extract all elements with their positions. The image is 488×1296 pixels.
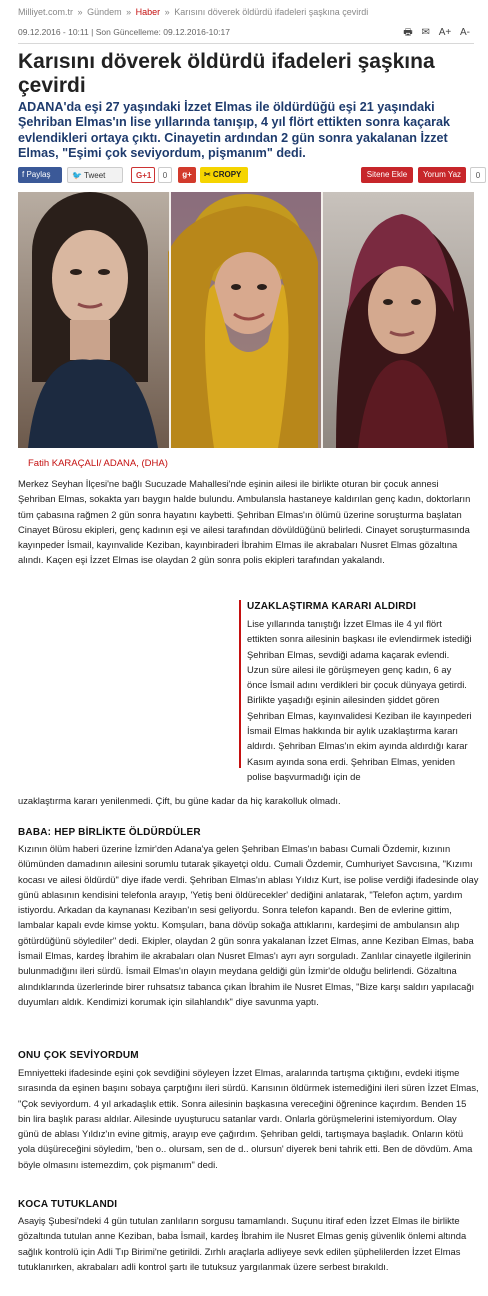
print-icon[interactable]: 🖶 xyxy=(403,27,413,38)
paragraph-4: Emniyetteki ifadesinde eşini çok sevdiğini söyleyen İzzet Elmas, aralarında tartışma çıktığını, evdeki itişme sırasında da eşinen başını sobaya çarptığını ileri sürdü. Karısının öldürmek istemediğini ileri süren İzzet Elmas, "Çok seviyordum. 4 yıl arkadaşlık ettik. Sonra ailesinin başkasına vereceğini öğrenince kaçırdım. Benden 15 bin lira başlık parası aldılar. Ailesinde uyuşturucu satanlar vardı. Onlarla görüşmelerini istemiyordum. Olay günü de ablası Yıldız'ın evine gitmiş, arayıp eve çağırdım. Şehriban geldi, tartışmaya başladık. Onların kötü yola düşüreceğini söyledim, 'ben o.. olursam, sen de d.. olursun' diyerek beni tahrik etti. Ben de dövdüm. Ama böyle olmasını istemezdim, çok pişmanım" dedi. xyxy=(18,1067,479,1170)
facebook-share-button[interactable]: f Paylaş xyxy=(18,167,62,183)
google-plus-count: 0 xyxy=(158,167,172,183)
date-bar xyxy=(18,27,474,41)
divider xyxy=(18,43,474,44)
google-plus-share-button[interactable]: g+ xyxy=(178,167,196,183)
heading-cok-seviyordum: ONU ÇOK SEVİYORDUM xyxy=(18,1050,139,1061)
share-bar xyxy=(18,167,481,184)
tweet-button[interactable]: 🐦 Tweet xyxy=(67,167,123,183)
published-date: 09.12.2016 - 10:11 xyxy=(18,27,89,37)
google-plus-one-button[interactable]: G+1 xyxy=(131,167,155,183)
paragraph-2-continued: uzaklaştırma kararı yenilenmedi. Çift, bu güne kadar da hiç karakolluk olmadı. xyxy=(18,795,341,806)
breadcrumb xyxy=(18,7,368,17)
date-divider: | xyxy=(91,27,94,37)
write-comment-button[interactable]: Yorum Yaz xyxy=(418,167,466,183)
breadcrumb-separator: » xyxy=(126,7,132,17)
paragraph-1: Merkez Seyhan İlçesi'ne bağlı Sucuzade Mahallesi'nde eşinin ailesi ile birlikte oturan bir çocuk annesi Şehriban Elmas, sokakta yarı baygın halde bulundu. Ambulansla hastaneye kaldırılan genç kadın, doktorların tüm çabasına rağmen 2 gün sonra hayatını kaybetti. Şehriban Elmas'ın ölümü üzerine soruşturma başlatan Cinayet Bürosu ekipleri, genç kadının eşi ve ailesi tarafından dövüldüğünü belirledi. Cinayet soruşturmasında kayınpeder İsmail, kayınvalide Keziban, kayınbiraderi İbrahim Elmas ile akrabaları Nusret Elmas gözaltına alındı. Kaçen eşi İzzet Elmas ise olaydan 2 gün sonra polis ekipleri tarafından yakalandı. xyxy=(18,478,471,566)
photo-credit: Fatih KARAÇALI/ ADANA, (DHA) xyxy=(28,458,168,469)
breadcrumb-haber[interactable]: Haber xyxy=(135,7,161,17)
breadcrumb-separator: » xyxy=(77,7,83,17)
article-lead: ADANA'da eşi 27 yaşındaki İzzet Elmas ile öldürdüğü eşi 21 yaşındaki Şehriban Elmas'ın lise yıllarında tanışıp, 4 yıl flört ettikten sonra kaçarak evlendikleri ortaya çıktı. Cinayetin ardından 2 gün sonra yakalanan İzzet Elmas, "Eşimi çok seviyordum, pişmanım" dedi. xyxy=(18,100,451,161)
paragraph-5: Asayiş Şubesi'ndeki 4 gün tutulan zanlıların sorgusu tamamlandı. Suçunu itiraf eden İzzet Elmas ile birlikte gözaltında tutulan anne Keziban, baba İsmail, kardeş İbrahim ile Nusret Elmas geniş güvenlik önlemi altında sağlık kontrolü için Adli Tıp Birimi'ne getirildi. Zırhlı araçlarla adliyeye sevk edilen şüphelilerden İzzet Elmas tutuklanırken, akrabaları adli kontrol şartı ile tutuksuz yargılanmak üzere serbest bırakıldı. xyxy=(18,1215,467,1272)
article-tools xyxy=(397,25,470,42)
heading-uzaklastirma: UZAKLAŞTIRMA KARARI ALDIRDI xyxy=(247,601,417,612)
breadcrumb-site[interactable]: Milliyet.com.tr xyxy=(18,7,74,17)
heading-koca-tutuklandi: KOCA TUTUKLANDI xyxy=(18,1199,118,1210)
font-decrease-button[interactable]: A- xyxy=(460,27,470,38)
cropy-button[interactable]: ✂ CROPY xyxy=(200,167,248,183)
font-increase-button[interactable]: A+ xyxy=(438,27,452,38)
updated-date: Son Güncelleme: 09.12.2016-10:17 xyxy=(95,27,230,37)
comment-count: 0 xyxy=(470,167,486,183)
heading-baba: BABA: HEP BİRLİKTE ÖLDÜRDÜLER xyxy=(18,827,201,838)
paragraph-3: Kızının ölüm haberi üzerine İzmir'den Adana'ya gelen Şehriban Elmas'ın babası Cumali Özdemir, kızının ölümünden damadının ailesini sorumlu tutarak şikayetçi oldu. Cumali Özdemir, Cumhuriyet Savcısına, "Kızımı kocası ve ailesi öldürdü" diye ifade verdi. Şehriban Elmas'ın ablası Yıldız Kurt, ise polise verdiği ifadesinde olay günü ablasının kendisini telefonla arayıp, 'Yetiş beni öldürecekler' dediğini anlatarak, "Telefon açtım, yardım istiyordu. Arkadan da kaynanası Keziban'ın sesi geliyordu. Sonra telefon kapandı. Ben de evlerine gittim, lambalar kapalı evde kimse yoktu. Komşuları, bana dövüp sokağa attıklarını, kardeşimi de ambulansın alıp götürdüğünü söylediler" dedi. Ekipler, olaydan 2 gün sonra yakalanan İzzet Elmas, anne Keziban Elmas, baba İsmail Elmas, kardeş İbrahim ile akrabaları olan Nusret Elmas'ı ayrı ayrı sorguladı. Zanlılar cinayetle ilgilerinin bulunmadığını ileri sürdü. İsmail Elmas'ın olayın meydana geldiği gün İzmir'de olduğu belirlendi. Gözaltına alındıklarında üzerlerinde birer ruhsatsız tabanca çıkan İbrahim ile Nusret Elmas, "Bize karşı saldırı yapılacağı duyumları aldık. Kendimizi korumak için silahlandık" diye savunma yaptı. xyxy=(18,843,479,1007)
breadcrumb-separator: » xyxy=(164,7,170,17)
email-icon[interactable]: ✉ xyxy=(421,27,430,38)
paragraph-2: Lise yıllarında tanıştığı İzzet Elmas ile 4 yıl flört ettikten sonra ailesinin başkası ile evlendirmek istediği Şehriban Elmas, sevdiği adama kaçarak evlendi. Uzun süre ailesi ile görüşmeyen genç kadın, 6 ay önce İsmail adını verdikleri bir çocuk dünyaya getirdi. Birlikte yaşadığı eşinin ailesinden şiddet gören Şehriban Elmas, kayınvalidesi Keziban ile kayınpederi İsmail Elmas hakkında bir aylık uzaklaştırma kararı aldırdı. Şehriban Elmas'ın ekim ayında aldırdığı karar Kasım ayında sona erdi. Şehriban Elmas, yeniden polise başvurmadığı için de xyxy=(247,618,472,782)
breadcrumb-gundem[interactable]: Gündem xyxy=(87,7,122,17)
add-to-site-button[interactable]: Sitene Ekle xyxy=(361,167,413,183)
breadcrumb-current: Karısını döverek öldürdü ifadeleri şaşkına çevirdi xyxy=(174,7,369,17)
article-photo xyxy=(18,192,474,448)
pull-quote-line xyxy=(239,600,241,768)
article-title: Karısını döverek öldürdü ifadeleri şaşkına çevirdi xyxy=(18,50,435,97)
